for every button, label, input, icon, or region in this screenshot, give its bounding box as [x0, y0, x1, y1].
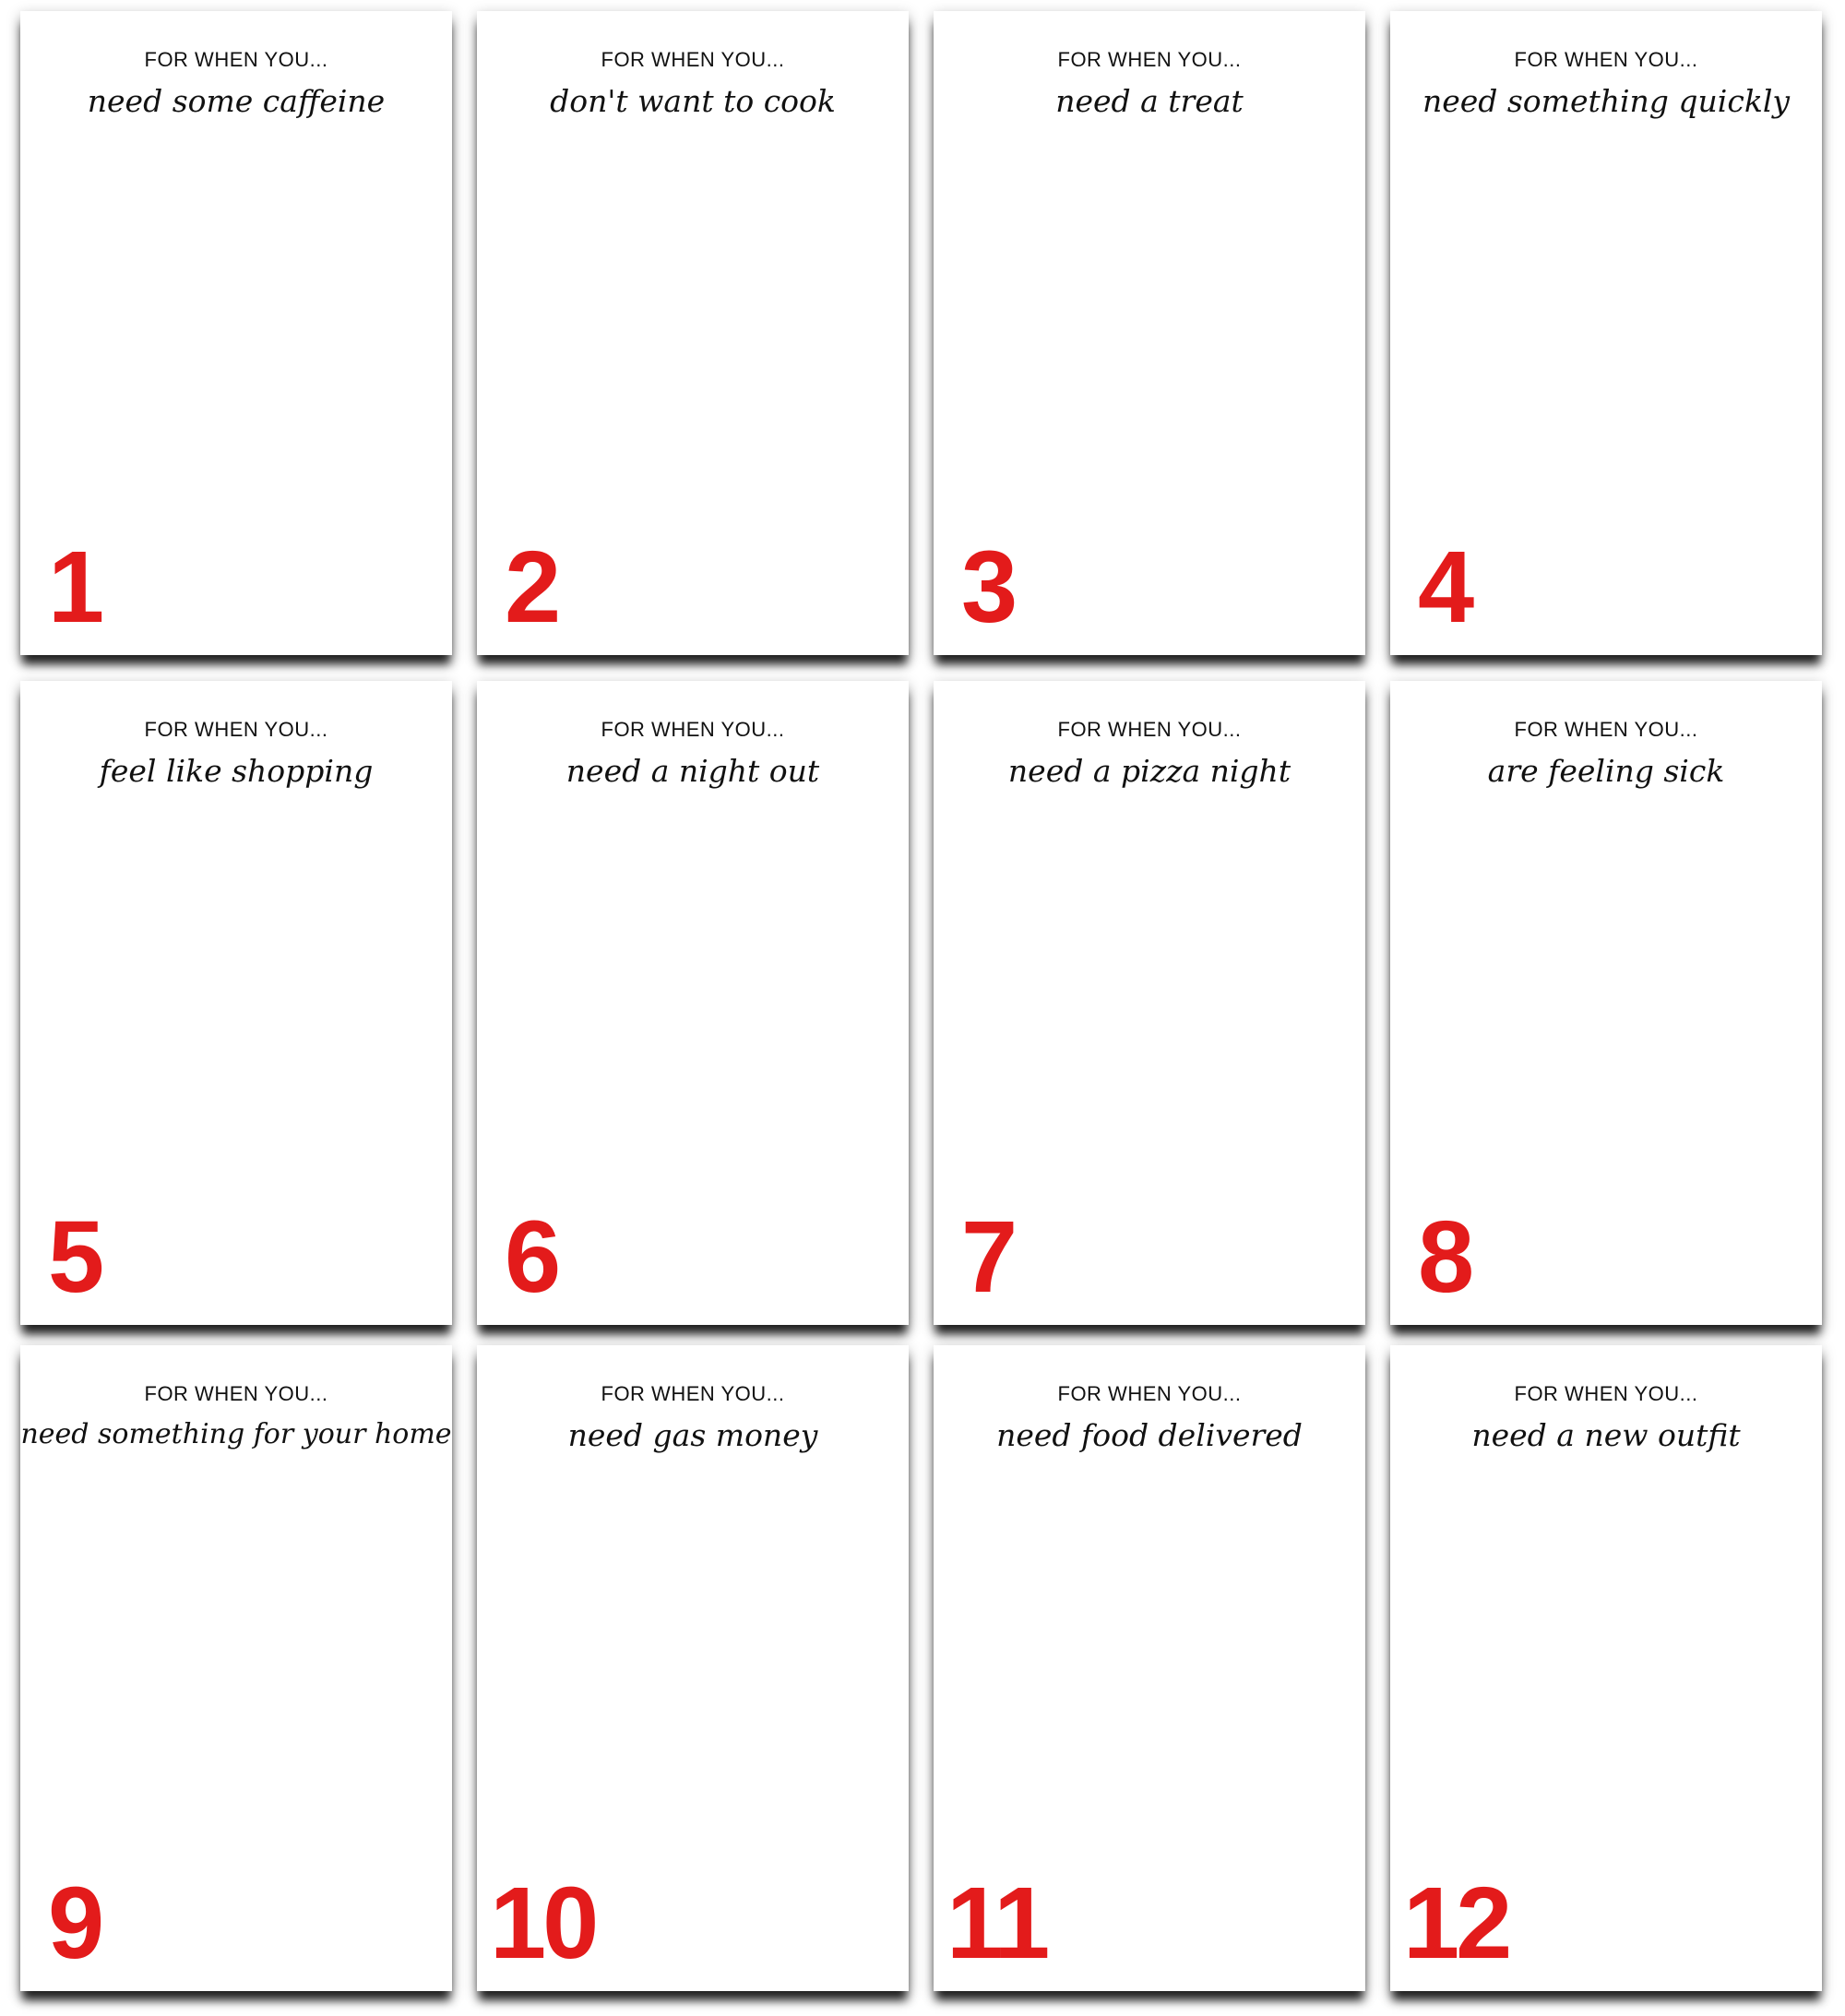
card-phrase: need a pizza night [1007, 753, 1292, 789]
card-phrase: need food delivered [996, 1417, 1303, 1453]
card-header: FOR WHEN YOU... [1057, 1382, 1242, 1405]
card-5 [20, 681, 452, 1325]
card-number: 3 [961, 531, 1018, 644]
card-number: 2 [505, 531, 562, 644]
card-phrase: need a treat [1055, 83, 1244, 119]
card-10 [477, 1345, 909, 1991]
card-phrase: need gas money [567, 1417, 818, 1453]
card-header: FOR WHEN YOU... [1057, 718, 1242, 741]
card-number: 12 [1403, 1867, 1509, 1980]
card-number: 4 [1418, 531, 1475, 644]
card-number: 6 [505, 1200, 562, 1314]
card-header: FOR WHEN YOU... [1514, 718, 1698, 741]
card-number: 8 [1418, 1200, 1475, 1314]
card-phrase: need something quickly [1422, 83, 1791, 119]
card-number: 1 [48, 531, 105, 644]
card-phrase: need a night out [565, 753, 820, 789]
card-9 [20, 1345, 452, 1991]
card-11 [934, 1345, 1365, 1991]
card-header: FOR WHEN YOU... [601, 718, 785, 741]
card-2 [477, 11, 909, 655]
card-header: FOR WHEN YOU... [601, 1382, 785, 1405]
card-phrase: need a new outfit [1471, 1417, 1741, 1453]
card-12 [1390, 1345, 1822, 1991]
card-phrase: need some caffeine [87, 83, 386, 119]
card-header: FOR WHEN YOU... [144, 718, 328, 741]
card-1 [20, 11, 452, 655]
card-phrase: feel like shopping [99, 753, 374, 789]
card-3 [934, 11, 1365, 655]
card-phrase: are feeling sick [1487, 753, 1725, 789]
card-8 [1390, 681, 1822, 1325]
card-number: 11 [946, 1867, 1047, 1980]
card-7 [934, 681, 1365, 1325]
card-header: FOR WHEN YOU... [1514, 48, 1698, 71]
card-phrase: need something for your home [20, 1418, 452, 1450]
card-header: FOR WHEN YOU... [1514, 1382, 1698, 1405]
card-number: 7 [961, 1200, 1018, 1314]
card-header: FOR WHEN YOU... [601, 48, 785, 71]
card-number: 5 [48, 1200, 105, 1314]
card-4 [1390, 11, 1822, 655]
card-phrase: don't want to cook [550, 83, 836, 119]
card-header: FOR WHEN YOU... [144, 48, 328, 71]
card-header: FOR WHEN YOU... [144, 1382, 328, 1405]
card-number: 9 [48, 1867, 105, 1980]
card-number: 10 [490, 1867, 596, 1980]
card-header: FOR WHEN YOU... [1057, 48, 1242, 71]
card-6 [477, 681, 909, 1325]
